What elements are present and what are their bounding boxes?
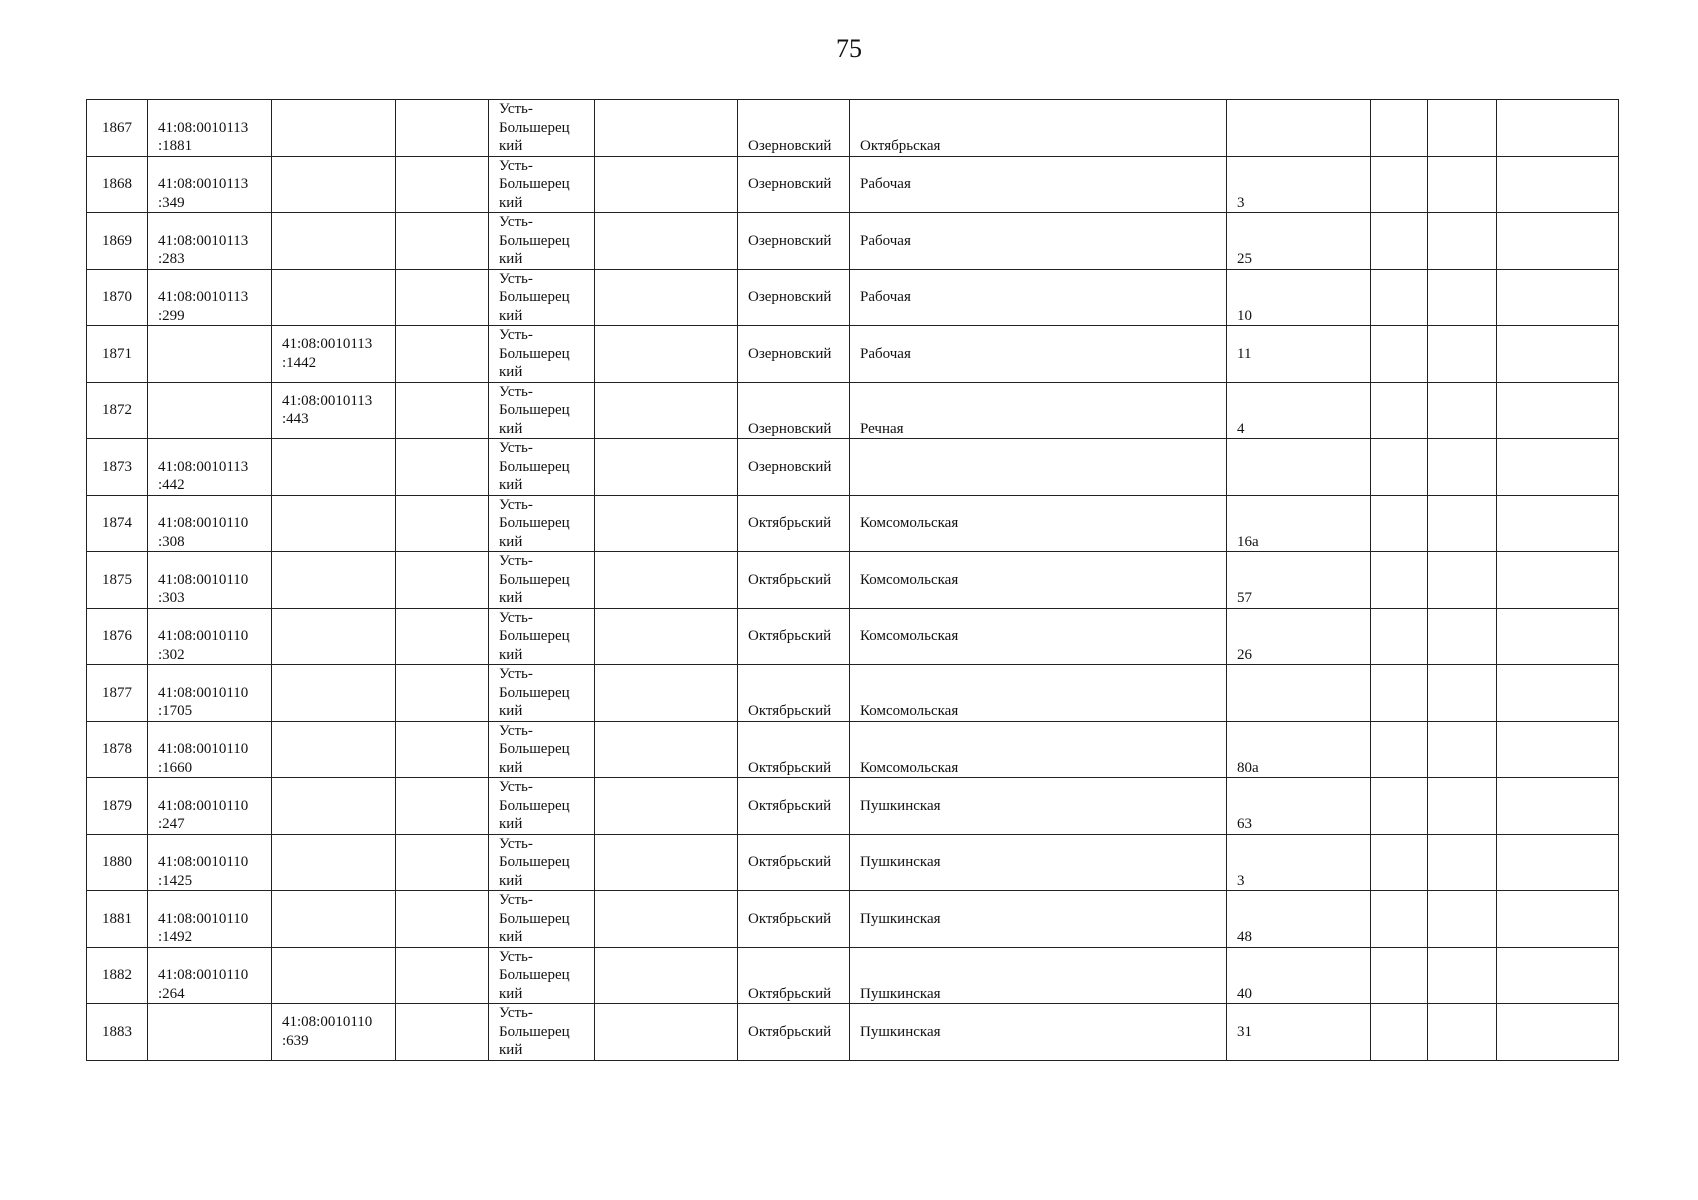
district-line: кий <box>499 1042 523 1058</box>
street-cell: Пушкинская <box>850 1004 1227 1061</box>
empty-cell <box>1371 439 1428 496</box>
district-line: Большерец <box>499 967 570 983</box>
empty-cell <box>396 552 489 609</box>
district-line: Большерец <box>499 458 570 475</box>
empty-cell <box>1428 947 1497 1004</box>
empty-cell <box>1497 552 1619 609</box>
district-cell <box>489 552 595 609</box>
district-cell <box>489 213 595 270</box>
district-line: кий <box>499 816 523 832</box>
street-cell: Комсомольская <box>850 608 1227 665</box>
empty-cell <box>1371 100 1428 157</box>
empty-cell <box>1428 382 1497 439</box>
district-line: Большерец <box>499 741 570 757</box>
cadastral-number-cell <box>148 100 272 157</box>
empty-cell <box>1371 552 1428 609</box>
district-line: Усть- <box>499 722 533 739</box>
empty-cell <box>595 269 738 326</box>
district-line: Большерец <box>499 628 570 644</box>
district-line: Большерец <box>499 232 570 249</box>
district-line: Усть- <box>499 101 533 117</box>
row-number-cell: 1867 <box>87 100 148 157</box>
settlement-cell: Октябрьский <box>738 778 850 835</box>
street-cell: Рабочая <box>850 326 1227 383</box>
settlement-cell: Октябрьский <box>738 721 850 778</box>
district-cell <box>489 834 595 891</box>
cadastral-number: 41:08:0010110 :302 <box>158 628 249 663</box>
row-number-cell: 1876 <box>87 608 148 665</box>
building-cadastral-cell <box>272 439 396 496</box>
building-cadastral-cell <box>272 834 396 891</box>
house-number-cell <box>1227 439 1371 496</box>
row-number-cell: 1870 <box>87 269 148 326</box>
house-number-cell <box>1227 100 1371 157</box>
empty-cell <box>1371 891 1428 948</box>
district-cell <box>489 947 595 1004</box>
empty-cell <box>1497 947 1619 1004</box>
settlement-cell: Октябрьский <box>738 608 850 665</box>
empty-cell <box>595 947 738 1004</box>
empty-cell <box>1497 326 1619 383</box>
empty-cell <box>396 495 489 552</box>
empty-cell <box>1497 665 1619 722</box>
district-cell <box>489 1004 595 1061</box>
district-line: Усть- <box>499 496 533 513</box>
building-cadastral-cell <box>272 778 396 835</box>
row-number-cell: 1877 <box>87 665 148 722</box>
row-number-cell: 1875 <box>87 552 148 609</box>
district-cell <box>489 665 595 722</box>
street-cell: Комсомольская <box>850 721 1227 778</box>
settlement-cell: Октябрьский <box>738 665 850 722</box>
cadastral-number-cell <box>148 439 272 496</box>
district-cell <box>489 495 595 552</box>
cadastral-number: 41:08:0010110 :247 <box>158 797 249 832</box>
row-number-cell: 1872 <box>87 382 148 439</box>
empty-cell <box>1371 1004 1428 1061</box>
district-line: кий <box>499 533 523 550</box>
district-line: Большерец <box>499 176 570 192</box>
street-cell: Рабочая <box>850 269 1227 326</box>
empty-cell <box>396 891 489 948</box>
house-number-cell: 4 <box>1227 382 1371 439</box>
empty-cell <box>1497 721 1619 778</box>
house-number-cell: 3 <box>1227 834 1371 891</box>
district-line: кий <box>499 590 523 606</box>
table-row <box>87 834 1619 891</box>
cadastral-number-cell <box>148 947 272 1004</box>
empty-cell <box>396 439 489 496</box>
cadastral-number-cell <box>148 326 272 383</box>
empty-cell <box>1497 269 1619 326</box>
empty-cell <box>1497 834 1619 891</box>
empty-cell <box>396 778 489 835</box>
street-cell: Пушкинская <box>850 891 1227 948</box>
empty-cell <box>1371 778 1428 835</box>
empty-cell <box>1428 834 1497 891</box>
street-cell: Пушкинская <box>850 778 1227 835</box>
cadastral-number-cell <box>148 665 272 722</box>
cadastral-number-cell <box>148 213 272 270</box>
building-cadastral-cell <box>272 269 396 326</box>
registry-table <box>86 99 1619 1061</box>
building-cadastral-cell <box>272 213 396 270</box>
house-number-cell: 48 <box>1227 891 1371 948</box>
district-cell <box>489 326 595 383</box>
house-number-cell: 25 <box>1227 213 1371 270</box>
row-number-cell: 1871 <box>87 326 148 383</box>
row-number-cell: 1873 <box>87 439 148 496</box>
street-cell: Пушкинская <box>850 947 1227 1004</box>
district-line: Большерец <box>499 345 570 362</box>
table-row <box>87 1004 1619 1061</box>
empty-cell <box>396 834 489 891</box>
empty-cell <box>396 721 489 778</box>
district-line: кий <box>499 194 523 211</box>
row-number-cell: 1874 <box>87 495 148 552</box>
settlement-cell: Озерновский <box>738 439 850 496</box>
empty-cell <box>1428 608 1497 665</box>
empty-cell <box>595 721 738 778</box>
district-line: Усть- <box>499 214 533 230</box>
empty-cell <box>1497 439 1619 496</box>
cadastral-number-cell <box>148 269 272 326</box>
empty-cell <box>396 665 489 722</box>
empty-cell <box>1371 269 1428 326</box>
empty-cell <box>1371 665 1428 722</box>
district-cell <box>489 100 595 157</box>
district-line: Усть- <box>499 892 533 908</box>
district-line: кий <box>499 985 523 1002</box>
district-line: Усть- <box>499 440 533 456</box>
cadastral-number: 41:08:0010110 :1492 <box>158 910 249 945</box>
row-number-cell: 1878 <box>87 721 148 778</box>
table-row <box>87 156 1619 213</box>
building-cadastral-number: 41:08:0010113 :1442 <box>282 336 373 371</box>
district-line: кий <box>499 703 523 719</box>
district-cell <box>489 439 595 496</box>
building-cadastral-cell <box>272 947 396 1004</box>
street-cell: Пушкинская <box>850 834 1227 891</box>
empty-cell <box>1371 382 1428 439</box>
settlement-cell: Октябрьский <box>738 947 850 1004</box>
cadastral-number-cell <box>148 891 272 948</box>
street-cell: Комсомольская <box>850 495 1227 552</box>
empty-cell <box>1428 495 1497 552</box>
row-number-cell: 1883 <box>87 1004 148 1061</box>
settlement-cell: Озерновский <box>738 269 850 326</box>
building-cadastral-cell <box>272 608 396 665</box>
empty-cell <box>1371 326 1428 383</box>
district-line: Усть- <box>499 157 533 174</box>
district-line: Усть- <box>499 1005 533 1021</box>
empty-cell <box>595 834 738 891</box>
cadastral-number: 41:08:0010113 :349 <box>158 176 249 211</box>
district-line: кий <box>499 929 523 945</box>
empty-cell <box>396 269 489 326</box>
empty-cell <box>595 552 738 609</box>
empty-cell <box>1428 665 1497 722</box>
cadastral-number: 41:08:0010113 :299 <box>158 289 249 324</box>
table-row <box>87 608 1619 665</box>
district-line: кий <box>499 307 523 324</box>
district-line: кий <box>499 646 523 663</box>
cadastral-number-cell <box>148 834 272 891</box>
empty-cell <box>595 156 738 213</box>
table-row <box>87 778 1619 835</box>
empty-cell <box>396 156 489 213</box>
empty-cell <box>595 326 738 383</box>
street-cell: Речная <box>850 382 1227 439</box>
empty-cell <box>1497 891 1619 948</box>
empty-cell <box>595 778 738 835</box>
building-cadastral-cell <box>272 665 396 722</box>
district-line: Большерец <box>499 854 570 870</box>
settlement-cell: Октябрьский <box>738 891 850 948</box>
cadastral-number: 41:08:0010110 :1660 <box>158 741 249 776</box>
district-line: кий <box>499 759 523 776</box>
building-cadastral-cell <box>272 326 396 383</box>
district-line: Большерец <box>499 1023 570 1040</box>
settlement-cell: Октябрьский <box>738 834 850 891</box>
cadastral-number-cell <box>148 608 272 665</box>
row-number-cell: 1881 <box>87 891 148 948</box>
settlement-cell: Озерновский <box>738 156 850 213</box>
district-line: Усть- <box>499 948 533 965</box>
row-number-cell: 1869 <box>87 213 148 270</box>
empty-cell <box>1428 778 1497 835</box>
district-line: Усть- <box>499 327 533 343</box>
empty-cell <box>1428 326 1497 383</box>
cadastral-number: 41:08:0010110 :264 <box>158 967 249 1002</box>
district-line: Большерец <box>499 797 570 814</box>
registry-body <box>87 100 1619 1061</box>
table-row <box>87 382 1619 439</box>
district-line: кий <box>499 872 523 889</box>
empty-cell <box>1428 439 1497 496</box>
building-cadastral-cell <box>272 382 396 439</box>
cadastral-number: 41:08:0010110 :1705 <box>158 684 249 719</box>
table-row <box>87 213 1619 270</box>
empty-cell <box>1428 1004 1497 1061</box>
district-line: Усть- <box>499 553 533 569</box>
cadastral-number: 41:08:0010110 :303 <box>158 571 249 606</box>
house-number-cell: 26 <box>1227 608 1371 665</box>
row-number-cell: 1880 <box>87 834 148 891</box>
empty-cell <box>396 382 489 439</box>
empty-cell <box>1428 213 1497 270</box>
building-cadastral-cell <box>272 552 396 609</box>
street-cell: Рабочая <box>850 213 1227 270</box>
street-cell <box>850 439 1227 496</box>
cadastral-number: 41:08:0010113 :442 <box>158 458 249 493</box>
street-cell: Комсомольская <box>850 665 1227 722</box>
district-line: кий <box>499 477 523 493</box>
empty-cell <box>1497 156 1619 213</box>
settlement-cell: Октябрьский <box>738 495 850 552</box>
empty-cell <box>1371 721 1428 778</box>
district-cell <box>489 608 595 665</box>
table-row <box>87 552 1619 609</box>
district-line: кий <box>499 420 523 437</box>
building-cadastral-cell <box>272 156 396 213</box>
table-row <box>87 665 1619 722</box>
cadastral-number-cell <box>148 721 272 778</box>
empty-cell <box>396 213 489 270</box>
cadastral-number-cell <box>148 552 272 609</box>
house-number-cell: 80а <box>1227 721 1371 778</box>
district-line: Большерец <box>499 515 570 531</box>
settlement-cell: Октябрьский <box>738 552 850 609</box>
empty-cell <box>595 382 738 439</box>
district-line: Большерец <box>499 289 570 305</box>
cadastral-number-cell <box>148 495 272 552</box>
empty-cell <box>595 1004 738 1061</box>
page-number: 75 <box>836 34 862 63</box>
district-cell <box>489 269 595 326</box>
building-cadastral-cell <box>272 495 396 552</box>
district-line: Большерец <box>499 684 570 701</box>
district-line: Большерец <box>499 571 570 588</box>
row-number-cell: 1882 <box>87 947 148 1004</box>
settlement-cell: Озерновский <box>738 326 850 383</box>
district-line: Усть- <box>499 779 533 795</box>
building-cadastral-cell <box>272 1004 396 1061</box>
district-line: Большерец <box>499 910 570 927</box>
cadastral-number: 41:08:0010110 :308 <box>158 515 249 550</box>
building-cadastral-cell <box>272 100 396 157</box>
district-cell <box>489 891 595 948</box>
empty-cell <box>1428 552 1497 609</box>
district-line: Усть- <box>499 609 533 626</box>
building-cadastral-cell <box>272 891 396 948</box>
district-line: кий <box>499 138 523 154</box>
cadastral-number: 41:08:0010110 :1425 <box>158 854 249 889</box>
district-cell <box>489 382 595 439</box>
empty-cell <box>1428 721 1497 778</box>
house-number-cell <box>1227 665 1371 722</box>
empty-cell <box>1371 608 1428 665</box>
empty-cell <box>1371 947 1428 1004</box>
building-cadastral-number: 41:08:0010113 :443 <box>282 392 373 428</box>
building-cadastral-number: 41:08:0010110 :639 <box>282 1014 373 1049</box>
cadastral-number: 41:08:0010113 :283 <box>158 232 249 267</box>
table-row <box>87 947 1619 1004</box>
house-number-cell: 11 <box>1227 326 1371 383</box>
street-cell: Комсомольская <box>850 552 1227 609</box>
district-line: кий <box>499 364 523 380</box>
empty-cell <box>396 1004 489 1061</box>
district-line: Усть- <box>499 383 533 400</box>
empty-cell <box>396 326 489 383</box>
district-line: Усть- <box>499 666 533 682</box>
empty-cell <box>1497 495 1619 552</box>
cadastral-number-cell <box>148 778 272 835</box>
empty-cell <box>1428 156 1497 213</box>
settlement-cell: Октябрьский <box>738 1004 850 1061</box>
empty-cell <box>1497 382 1619 439</box>
house-number-cell: 31 <box>1227 1004 1371 1061</box>
empty-cell <box>595 213 738 270</box>
cadastral-number: 41:08:0010113 :1881 <box>158 119 249 154</box>
empty-cell <box>1497 778 1619 835</box>
empty-cell <box>1497 213 1619 270</box>
cadastral-number-cell <box>148 1004 272 1061</box>
empty-cell <box>1371 156 1428 213</box>
district-line: Большерец <box>499 402 570 418</box>
empty-cell <box>595 891 738 948</box>
table-row <box>87 891 1619 948</box>
empty-cell <box>1497 1004 1619 1061</box>
table-row <box>87 721 1619 778</box>
cadastral-number-cell <box>148 382 272 439</box>
house-number-cell: 3 <box>1227 156 1371 213</box>
empty-cell <box>595 665 738 722</box>
empty-cell <box>396 608 489 665</box>
district-cell <box>489 778 595 835</box>
building-cadastral-cell <box>272 721 396 778</box>
house-number-cell: 40 <box>1227 947 1371 1004</box>
table-row <box>87 495 1619 552</box>
empty-cell <box>1497 608 1619 665</box>
district-line: кий <box>499 251 523 267</box>
empty-cell <box>1371 495 1428 552</box>
table-row <box>87 326 1619 383</box>
district-line: Большерец <box>499 119 570 136</box>
street-cell: Октябрьская <box>850 100 1227 157</box>
empty-cell <box>595 495 738 552</box>
empty-cell <box>1428 891 1497 948</box>
empty-cell <box>595 100 738 157</box>
settlement-cell: Озерновский <box>738 382 850 439</box>
settlement-cell: Озерновский <box>738 100 850 157</box>
district-line: Усть- <box>499 835 533 852</box>
house-number-cell: 10 <box>1227 269 1371 326</box>
house-number-cell: 16а <box>1227 495 1371 552</box>
district-line: Усть- <box>499 270 533 287</box>
street-cell: Рабочая <box>850 156 1227 213</box>
table-row <box>87 269 1619 326</box>
cadastral-number-cell <box>148 156 272 213</box>
empty-cell <box>595 608 738 665</box>
empty-cell <box>396 947 489 1004</box>
empty-cell <box>1497 100 1619 157</box>
empty-cell <box>1428 100 1497 157</box>
district-cell <box>489 156 595 213</box>
row-number-cell: 1868 <box>87 156 148 213</box>
empty-cell <box>595 439 738 496</box>
empty-cell <box>396 100 489 157</box>
empty-cell <box>1428 269 1497 326</box>
settlement-cell: Озерновский <box>738 213 850 270</box>
district-cell <box>489 721 595 778</box>
house-number-cell: 63 <box>1227 778 1371 835</box>
row-number-cell: 1879 <box>87 778 148 835</box>
house-number-cell: 57 <box>1227 552 1371 609</box>
table-row <box>87 100 1619 157</box>
empty-cell <box>1371 213 1428 270</box>
empty-cell <box>1371 834 1428 891</box>
table-row <box>87 439 1619 496</box>
